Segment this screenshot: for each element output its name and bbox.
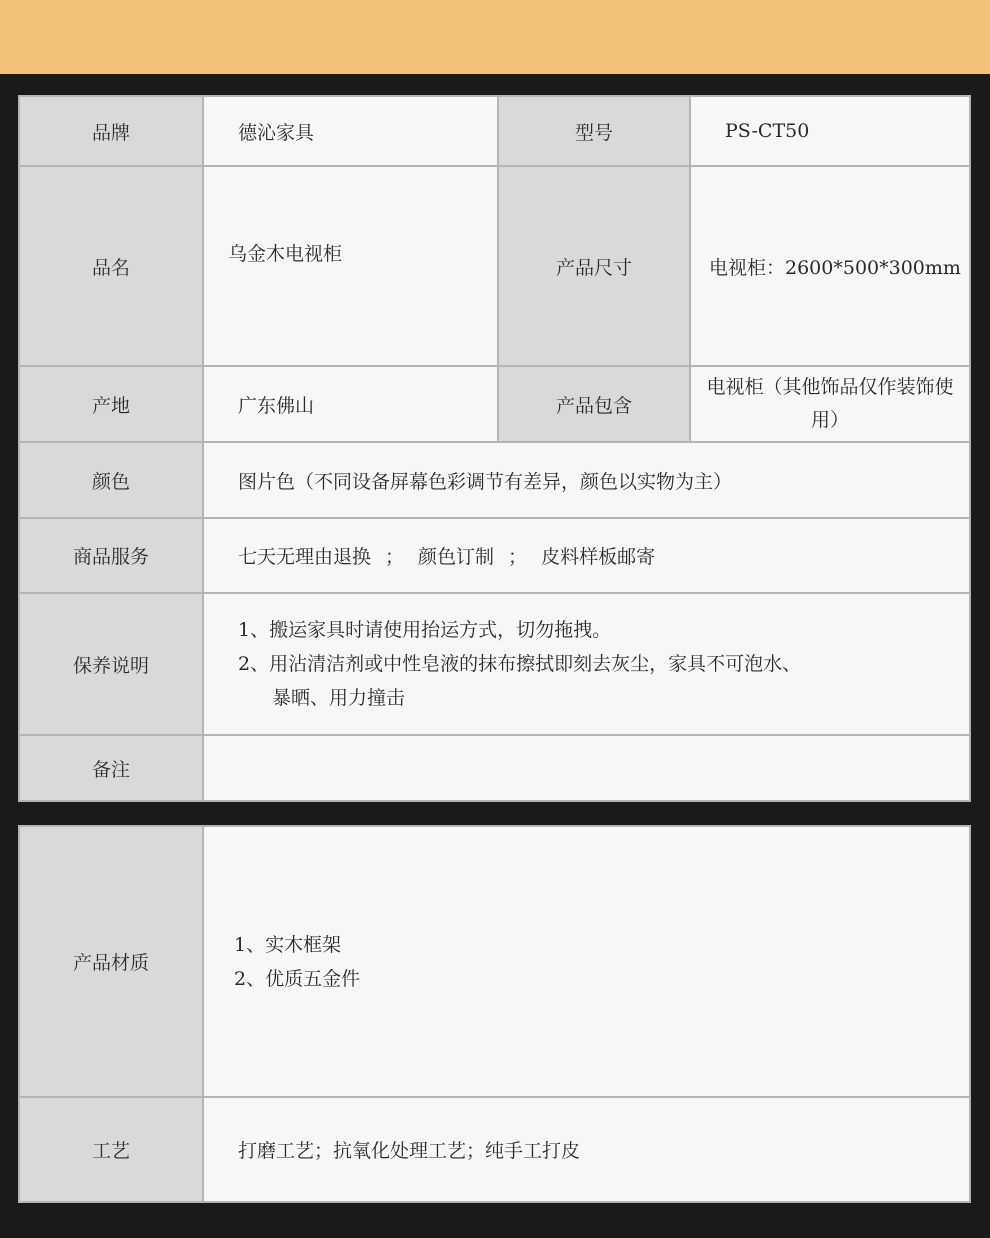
care-line: 2、用沾清洁剂或中性皂液的抹布擦拭即刻去灰尘，家具不可泡水、 [238, 653, 802, 675]
service-item: 七天无理由退换 [238, 546, 372, 568]
brand-value: 德沁家具 [203, 96, 498, 166]
spec-row-color [19, 442, 970, 518]
service-item: 皮料样板邮寄 [541, 546, 656, 568]
service-label: 商品服务 [19, 518, 203, 593]
top-banner [0, 0, 990, 74]
color-label: 颜色 [19, 442, 203, 518]
care-value [203, 593, 970, 735]
includes-value: 电视柜（其他饰品仅作装饰使用） [690, 366, 970, 442]
material-table [18, 825, 971, 1203]
origin-label: 产地 [19, 366, 203, 442]
service-item: 颜色订制 [418, 546, 495, 568]
color-value: 图片色（不同设备屏幕色彩调节有差异，颜色以实物为主） [203, 442, 970, 518]
craft-row [19, 1097, 970, 1202]
material-line: 1、实木框架 [234, 933, 342, 956]
care-line: 暴晒、用力撞击 [272, 687, 406, 709]
origin-value: 广东佛山 [203, 366, 498, 442]
craft-value: 打磨工艺；抗氧化处理工艺；纯手工打皮 [203, 1097, 970, 1202]
service-separator: ； [508, 546, 528, 568]
spec-row-brand [19, 96, 970, 166]
service-separator: ； [385, 546, 405, 568]
notes-label: 备注 [19, 735, 203, 801]
craft-label: 工艺 [19, 1097, 203, 1202]
care-line: 1、搬运家具时请使用抬运方式，切勿拖拽。 [238, 619, 612, 641]
care-label: 保养说明 [19, 593, 203, 735]
product-spec-table [18, 95, 971, 802]
material-value [203, 826, 970, 1097]
model-label: 型号 [498, 96, 690, 166]
spec-row-service [19, 518, 970, 593]
model-value: PS-CT50 [690, 96, 970, 166]
brand-label: 品牌 [19, 96, 203, 166]
name-value: 乌金木电视柜 [203, 166, 498, 366]
service-value [203, 518, 970, 593]
spec-row-care [19, 593, 970, 735]
material-row [19, 826, 970, 1097]
name-label: 品名 [19, 166, 203, 366]
size-label: 产品尺寸 [498, 166, 690, 366]
spec-row-notes [19, 735, 970, 801]
spec-row-name [19, 166, 970, 366]
notes-value [203, 735, 970, 801]
includes-label: 产品包含 [498, 366, 690, 442]
spec-row-origin [19, 366, 970, 442]
size-value: 电视柜：2600*500*300mm [690, 166, 970, 366]
material-label: 产品材质 [19, 826, 203, 1097]
material-line: 2、优质五金件 [234, 967, 361, 990]
